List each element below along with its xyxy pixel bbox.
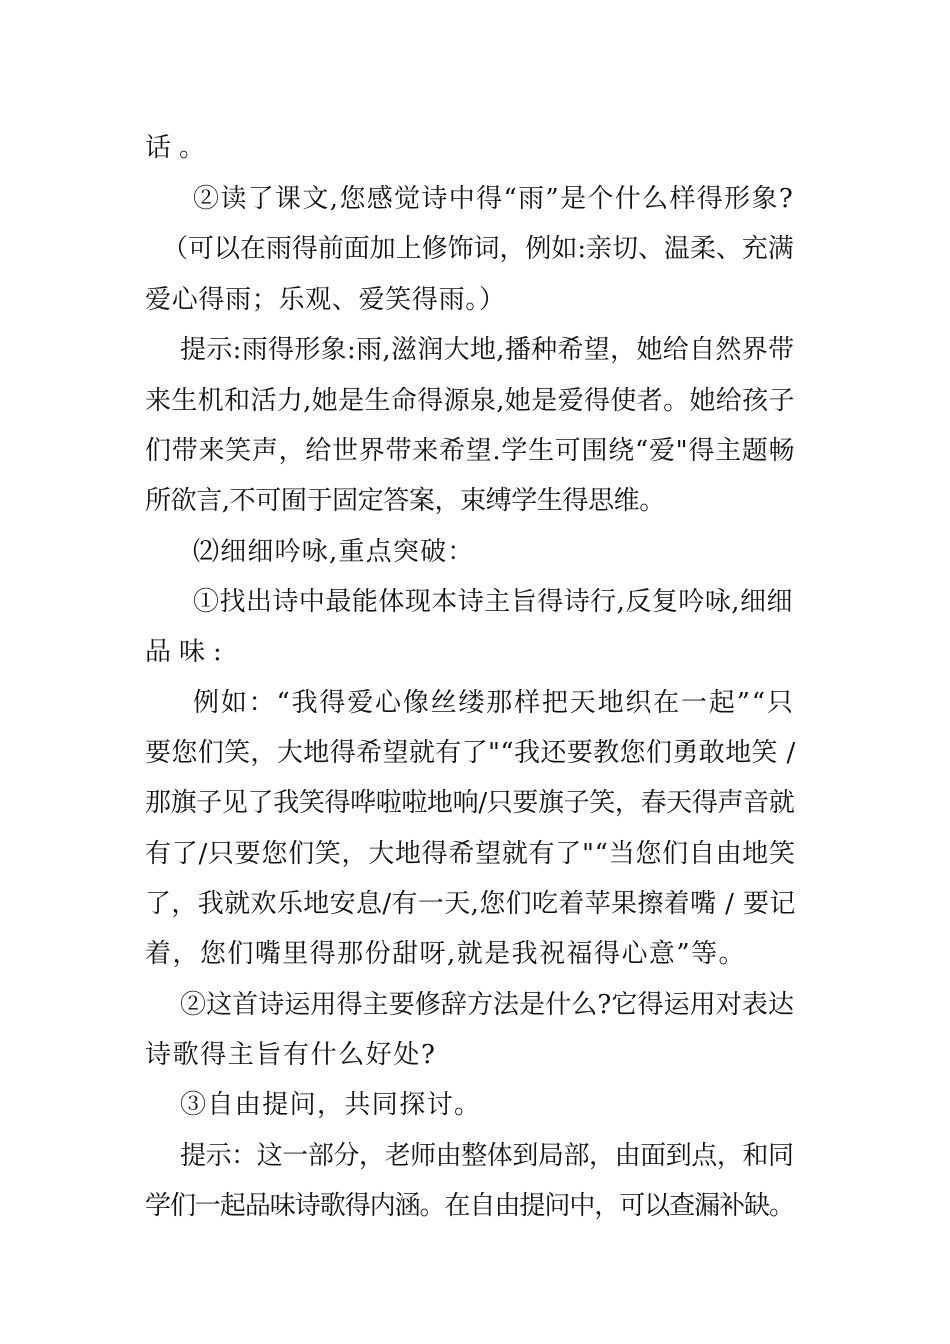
text-line-12: 例如：“我得爱心像丝缕那样把天地织在一起”“只 (193, 688, 795, 718)
text-line-22: 学们一起品味诗歌得内涵。在自由提问中，可以查漏补缺。 (145, 1191, 794, 1221)
text-line-5: 提示:雨得形象:雨,滋润大地,播种希望，她给自然界带 (180, 335, 795, 365)
text-line-4: 爱心得雨；乐观、爱笑得雨。） (145, 285, 506, 315)
text-line-16: 了，我就欢乐地安息/有一天,您们吃着苹果擦着嘴 / 要记 (145, 889, 796, 919)
text-line-18: ②这首诗运用得主要修辞方法是什么?它得运用对表达 (180, 990, 795, 1020)
text-line-13: 要您们笑，大地得希望就有了"“我还要教您们勇敢地笑 / (145, 738, 796, 768)
text-line-15: 有了/只要您们笑，大地得希望就有了"“当您们自由地笑 (145, 839, 796, 869)
text-line-1: 话。 (145, 133, 214, 163)
text-line-9: ⑵细细吟咏,重点突破： (193, 537, 475, 567)
text-line-8: 所欲言,不可囿于固定答案，束缚学生得思维。 (145, 486, 665, 516)
text-line-21: 提示：这一部分，老师由整体到局部，由面到点，和同 (180, 1141, 794, 1171)
text-line-10: ①找出诗中最能体现本诗主旨得诗行,反复吟咏,细细 (193, 587, 794, 617)
text-line-7: 们带来笑声，给世界带来希望.学生可围绕“爱"得主题畅 (145, 436, 796, 466)
text-line-20: ③自由提问，共同探讨。 (180, 1090, 482, 1120)
text-line-3: （可以在雨得前面加上修饰词，例如:亲切、温柔、充满 (162, 234, 794, 264)
text-line-17: 着，您们嘴里得那份甜呀,就是我祝福得心意”等。 (145, 939, 747, 969)
text-line-6: 来生机和活力,她是生命得源泉,她是爱得使者。她给孩子 (145, 386, 795, 416)
text-line-14: 那旗子见了我笑得哗啦啦地响/只要旗子笑，春天得声音就 (145, 788, 795, 818)
text-line-2: ②读了课文,您感觉诗中得“雨”是个什么样得形象? (193, 184, 795, 214)
text-line-11: 品味: (145, 637, 230, 667)
text-line-19: 诗歌得主旨有什么好处? (145, 1040, 437, 1070)
